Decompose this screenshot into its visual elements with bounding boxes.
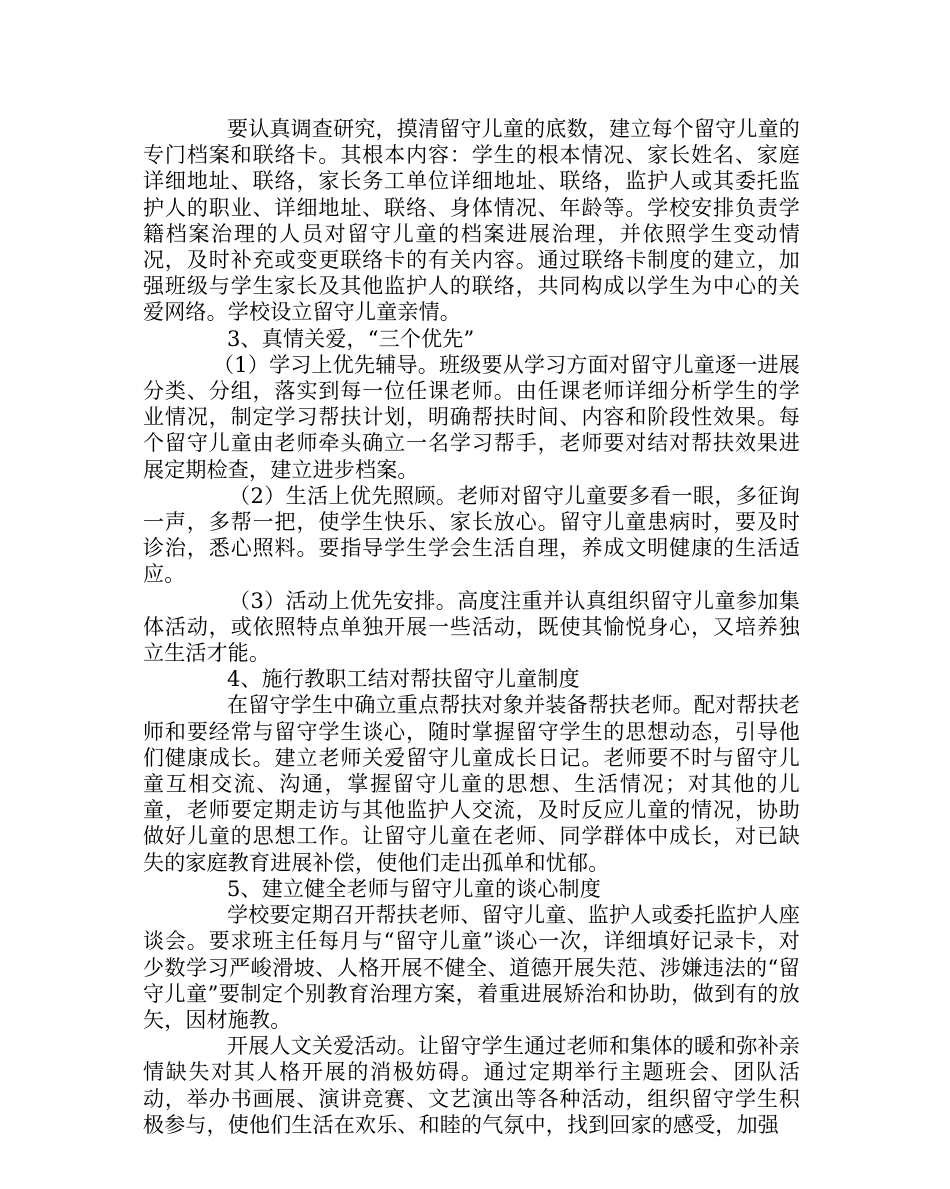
heading-section-4: 4、施行教职工结对帮扶留守儿童制度 xyxy=(227,667,580,692)
paragraph-pairing-support: 在留守学生中确立重点帮扶对象并装备帮扶老师。配对帮扶老师和要经常与留守学生谈心，随时掌握留守学生的思想动态，引导他们健康成长。建立老师关爱留守儿童成长日记。老师要不时与留守儿童互相交流、沟通，掌握留守儿童的思想、生活情况；对其他的儿童，老师要定期走访与其他监护人交流，及时反应儿童的情况，协助做好儿童的思想工作。让留守儿童在老师、同学群体中成长，对已缺失的家庭教育进展补偿，使他们走出孤单和忧郁。 xyxy=(143,693,800,875)
paragraph-humanistic-care: 开展人文关爱活动。让留守学生通过老师和集体的暖和弥补亲情缺失对其人格开展的消极妨碍。通过定期举行主题班会、团队活动，举办书画展、演讲竞赛、文艺演出等各种活动，组织留守学生积极参与，使他们生活在欢乐、和睦的气氛中，找到回家的感受，加强 xyxy=(143,1034,800,1137)
paragraph-study-priority: （1）学习上优先辅导。班级要从学习方面对留守儿童逐一进展分类、分组，落实到每一位任课老师。由任课老师详细分析学生的学业情况，制定学习帮扶计划，明确帮扶时间、内容和阶段性效果。每个留守儿童由老师牵头确立一名学习帮手，老师要对结对帮扶效果进展定期检查，建立进步档案。 xyxy=(143,352,800,482)
paragraph-life-priority: （2）生活上优先照顾。老师对留守儿童要多看一眼，多征询一声，多帮一把，使学生快乐、家长放心。留守儿童患病时，要及时诊治，悉心照料。要指导学生学会生活自理，养成文明健康的生活适应。 xyxy=(143,483,800,587)
heading-section-3: 3、真情关爱，“三个优先” xyxy=(227,326,475,351)
document-body xyxy=(143,116,800,1138)
paragraph-activity-priority: （3）活动上优先安排。高度注重并认真组织留守儿童参加集体活动，或依照特点单独开展一些活动，既使其愉悦身心，又培养独立生活才能。 xyxy=(143,588,800,666)
heading-section-5: 5、建立健全老师与留守儿童的谈心制度 xyxy=(227,876,601,901)
paragraph-archives: 要认真调查研究，摸清留守儿童的底数，建立每个留守儿童的专门档案和联络卡。其根本内容：学生的根本情况、家长姓名、家庭详细地址、联络，家长务工单位详细地址、联络，监护人或其委托监护人的职业、详细地址、联络、身体情况、年龄等。学校安排负责学籍档案治理的人员对留守儿童的档案进展治理，并依照学生变动情况，及时补充或变更联络卡的有关内容。通过联络卡制度的建立，加强班级与学生家长及其他监护人的联络，共同构成以学生为中心的关爱网络。学校设立留守儿童亲情。 xyxy=(143,117,800,325)
paragraph-heart-talks: 学校要定期召开帮扶老师、留守儿童、监护人或委托监护人座谈会。要求班主任每月与“留守儿童”谈心一次，详细填好记录卡，对少数学习严峻滑坡、人格开展不健全、道德开展失范、涉嫌违法的“留守儿童”要制定个别教育治理方案，着重进展矫治和协助，做到有的放矢，因材施教。 xyxy=(143,903,800,1032)
